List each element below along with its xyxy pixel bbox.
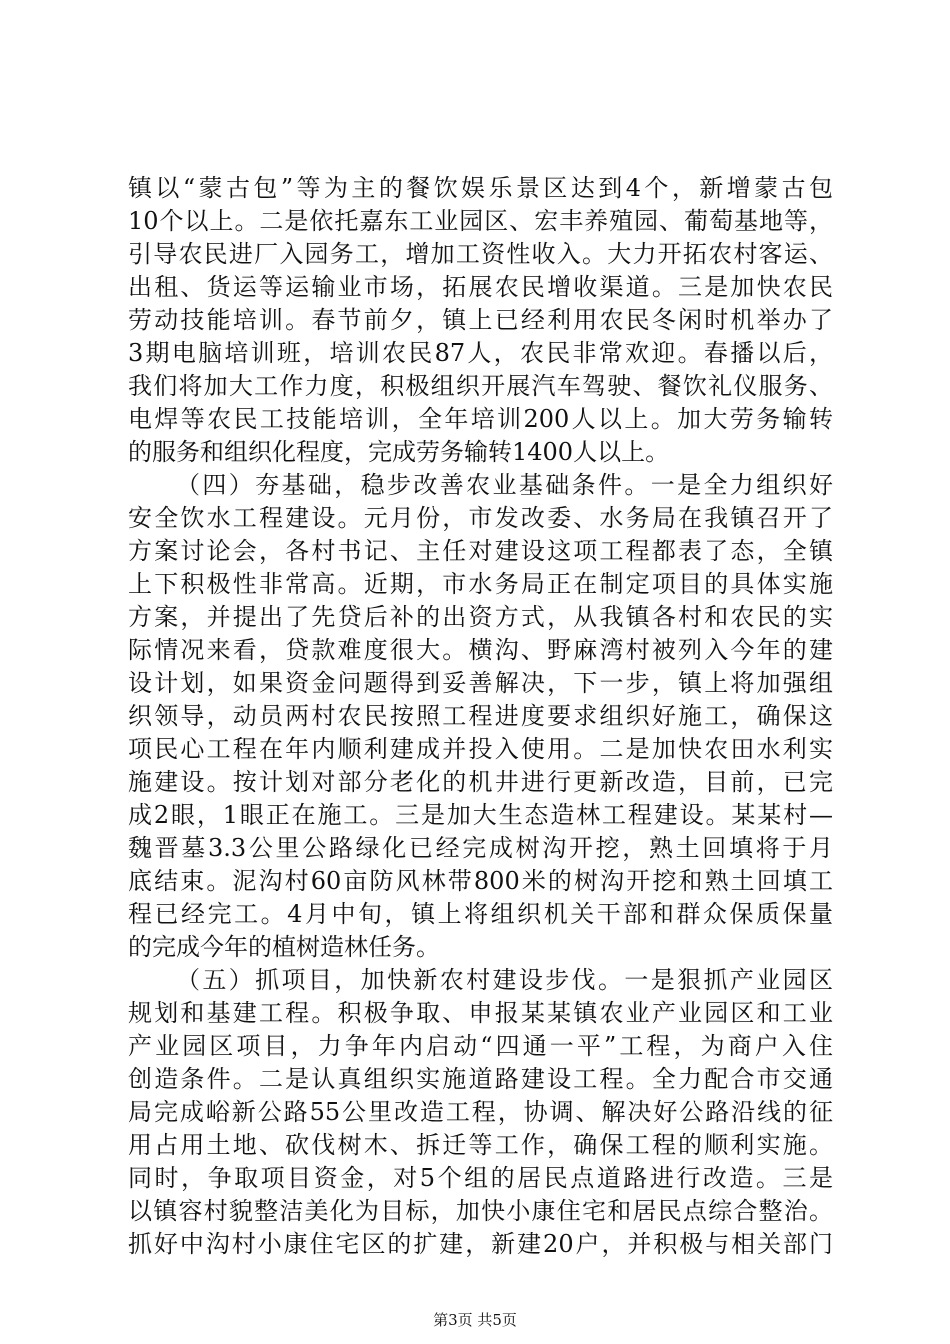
text-line: 产业园区项目，力争年内启动“四通一平”工程，为商户入住: [128, 1032, 833, 1060]
page-number-footer: 第3页 共5页: [433, 1311, 517, 1329]
text-line: 项民心工程在年内顺利建成并投入使用。二是加快农田水利实: [128, 735, 833, 763]
paragraph-3: [128, 964, 833, 1261]
text-line: 魏晋墓3.3公里公路绿化已经完成树沟开挖，熟土回填将于月: [128, 834, 833, 862]
text-line: 3期电脑培训班，培训农民87人，农民非常欢迎。春播以后，: [128, 339, 833, 367]
paragraph-2: [128, 469, 833, 964]
text-line: 引导农民进厂入园务工，增加工资性收入。大力开拓农村客运、: [128, 240, 833, 268]
text-line: 底结束。泥沟村60亩防风林带800米的树沟开挖和熟土回填工: [128, 867, 833, 895]
text-line: 同时，争取项目资金，对5个组的居民点道路进行改造。三是: [128, 1164, 833, 1192]
text-line: 局完成峪新公路55公里改造工程，协调、解决好公路沿线的征: [128, 1098, 833, 1126]
text-line: 出租、货运等运输业市场，拓展农民增收渠道。三是加快农民: [128, 273, 833, 301]
paragraph-1: [128, 172, 833, 469]
text-line: 际情况来看，贷款难度很大。横沟、野麻湾村被列入今年的建: [128, 636, 833, 664]
text-line: 上下积极性非常高。近期，市水务局正在制定项目的具体实施: [128, 570, 833, 598]
text-line: 施建设。按计划对部分老化的机井进行更新改造，目前，已完: [128, 768, 833, 796]
text-line: 劳动技能培训。春节前夕，镇上已经利用农民冬闲时机举办了: [128, 306, 833, 334]
text-line: 以镇容村貌整洁美化为目标，加快小康住宅和居民点综合整治。: [128, 1197, 833, 1225]
text-line: （四）夯基础，稳步改善农业基础条件。一是全力组织好: [176, 471, 833, 499]
text-line: 的完成今年的植树造林任务。: [128, 933, 440, 961]
text-line: 设计划，如果资金问题得到妥善解决，下一步，镇上将加强组: [128, 669, 833, 697]
document-body: [128, 172, 833, 1261]
text-line: （五）抓项目，加快新农村建设步伐。一是狠抓产业园区: [176, 966, 833, 994]
text-line: 抓好中沟村小康住宅区的扩建，新建20户，并积极与相关部门: [128, 1230, 833, 1258]
text-line: 用占用土地、砍伐树木、拆迁等工作，确保工程的顺利实施。: [128, 1131, 833, 1159]
text-line: 方案，并提出了先贷后补的出资方式，从我镇各村和农民的实: [128, 603, 833, 631]
text-line: 织领导，动员两村农民按照工程进度要求组织好施工，确保这: [128, 702, 833, 730]
text-line: 10个以上。二是依托嘉东工业园区、宏丰养殖园、葡萄基地等，: [128, 207, 833, 235]
text-line: 成2眼，1眼正在施工。三是加大生态造林工程建设。某某村—: [128, 801, 833, 829]
text-line: 的服务和组织化程度，完成劳务输转1400人以上。: [128, 438, 670, 466]
text-line: 规划和基建工程。积极争取、申报某某镇农业产业园区和工业: [128, 999, 833, 1027]
text-line: 方案讨论会，各村书记、主任对建设这项工程都表了态，全镇: [128, 537, 833, 565]
text-line: 安全饮水工程建设。元月份，市发改委、水务局在我镇召开了: [128, 504, 833, 532]
text-line: 电焊等农民工技能培训，全年培训200人以上。加大劳务输转: [128, 405, 833, 433]
text-line: 镇以“蒙古包”等为主的餐饮娱乐景区达到4个，新增蒙古包: [128, 174, 833, 202]
text-line: 创造条件。二是认真组织实施道路建设工程。全力配合市交通: [128, 1065, 833, 1093]
text-line: 程已经完工。4月中旬，镇上将组织机关干部和群众保质保量: [128, 900, 833, 928]
text-line: 我们将加大工作力度，积极组织开展汽车驾驶、餐饮礼仪服务、: [128, 372, 833, 400]
